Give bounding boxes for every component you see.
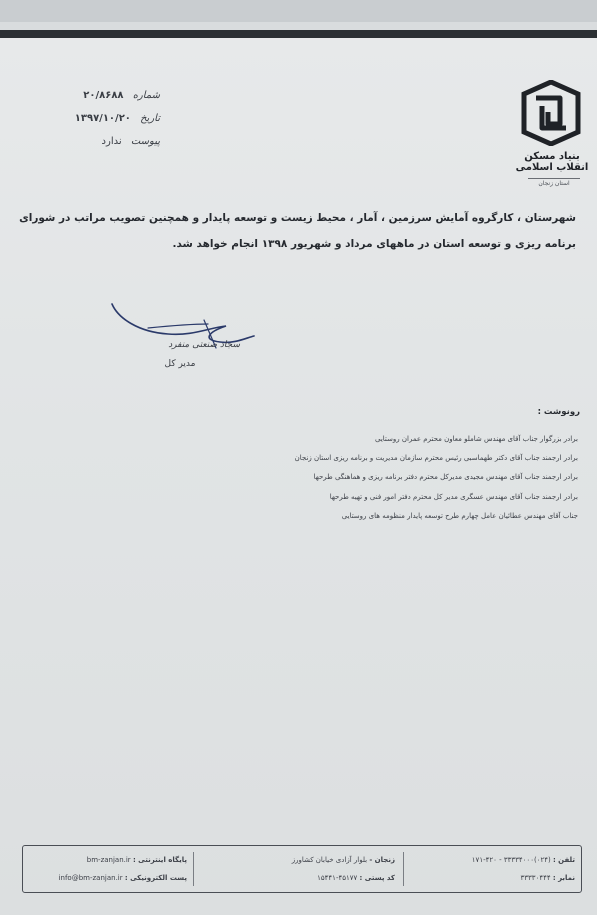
letter-attachment-label: پیوست [130, 136, 160, 147]
footer-phone-value: (۰۲۴)۳۳۳۳۴۰۰۰ - ۴۲۰-۱۷۱ [471, 856, 551, 864]
footer-website [27, 856, 187, 864]
letter-attachment-value: ندارد [101, 136, 122, 147]
cc-list [150, 430, 578, 526]
signer-name: سجاد صنعتی منفرد [168, 340, 240, 350]
cc-item: برادر ارجمند جناب آقای مهندس عسگری مدیر کل محترم دفتر امور فنی و تهیه طرحها [329, 492, 578, 501]
letter-number [60, 90, 160, 101]
cc-item: برادر ارجمند جناب آقای دکتر طهماسبی رئیس محترم سازمان مدیریت و برنامه ریزی استان زنجان [294, 454, 578, 463]
footer-divider [193, 852, 194, 886]
footer-fax [415, 874, 575, 882]
footer-phone-label: تلفن : [552, 856, 575, 864]
footer-website-label: پایگاه اینترنتی : [132, 856, 187, 864]
footer-email-label: پست الکترونیکی : [124, 874, 187, 882]
cc-item: برادر بزرگوار جناب آقای مهندس شاملو معاون محترم عمران روستایی [375, 435, 578, 443]
body-line-1: شهرستان ، کارگروه آمایش سرزمین ، آمار ، محیط زیست و توسعه پایدار و همچنین تصویب مراتب در شورای [19, 212, 576, 224]
footer-email [27, 874, 187, 882]
footer-website-value: bm-zanjan.ir [86, 856, 131, 864]
letter-date-value: ۱۳۹۷/۱۰/۲۰ [74, 113, 131, 124]
letter-number-label: شماره [132, 90, 160, 101]
footer-address [205, 856, 395, 864]
screen-top-bezel [0, 0, 597, 22]
document-top-border [0, 30, 597, 38]
footer-postal-label: کد پستی : [359, 874, 395, 882]
cc-title: رونوشت : [537, 407, 580, 417]
letter-date [60, 113, 160, 124]
footer-fax-value: ۳۳۳۳۰۴۴۴ [520, 874, 551, 882]
footer-fax-label: نمابر : [552, 874, 575, 882]
body-line-2: برنامه ریزی و توسعه استان در ماههای مرداد و شهریور ۱۳۹۸ انجام خواهد شد. [172, 238, 576, 250]
signer-title: مدیر کل [164, 359, 196, 369]
footer-phone [415, 856, 575, 864]
footer-postal [205, 874, 395, 882]
footer-postal-value: ۴۵۱۷۷-۱۵۴۴۱ [317, 874, 358, 882]
cc-item: جناب آقای مهندس عطائیان عامل چهارم طرح توسعه پایدار منظومه های روستایی [341, 511, 578, 520]
letter-date-label: تاریخ [140, 113, 160, 124]
org-sub-name: استان زنجان [528, 178, 580, 187]
footer-address-label: زنجان - [369, 856, 395, 864]
cc-item: برادر ارجمند جناب آقای مهندس مجیدی مدیرکل محترم دفتر برنامه ریزی و هماهنگی طرحها [313, 473, 578, 482]
letter-footer [22, 845, 582, 893]
footer-divider [403, 852, 404, 886]
letter-number-value: ۲۰/۸۶۸۸ [83, 90, 124, 101]
footer-email-value: info@bm-zanjan.ir [58, 874, 123, 882]
letter-attachment [60, 136, 160, 147]
bonyad-maskan-logo-icon [520, 80, 582, 146]
org-name: بنیاد مسکن انقلاب اسلامی [515, 151, 589, 173]
footer-address-value: بلوار آزادی خیابان کشاورز [291, 856, 368, 864]
